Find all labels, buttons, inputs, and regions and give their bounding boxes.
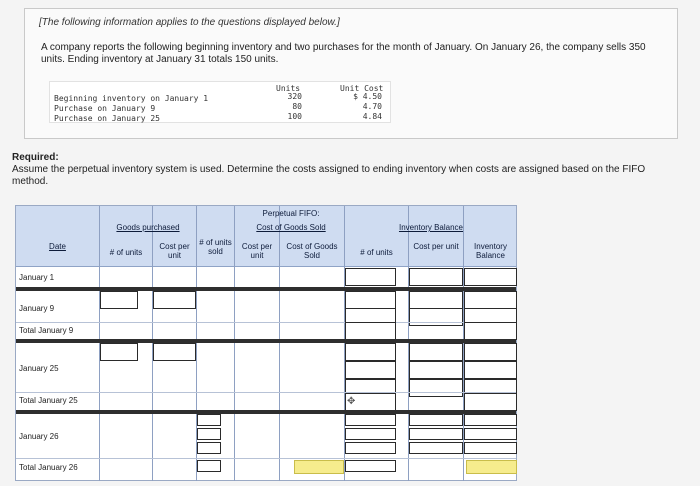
jan9-units-balance-input-1[interactable] [345,291,396,309]
date-column-header: Date [49,242,66,251]
inventory-balance-group-header: Inventory Balance [398,223,464,232]
cost-per-unit-purchased-header: Cost per unit [159,242,190,260]
jan26-units-sold-input-1[interactable] [197,414,221,426]
jan9-cost-purchased-input[interactable] [153,291,196,309]
row-label-jan9: January 9 [19,304,55,313]
jan1-units-balance-input[interactable] [345,268,396,286]
move-cursor-icon: ✥ [347,396,356,407]
jan25-cost-balance-input-3[interactable] [409,379,463,397]
jan1-cost-balance-input[interactable] [409,268,463,286]
row-label-jan26: January 26 [19,432,59,441]
inventory-data-table [49,81,391,123]
units-sold-header: # of units sold [199,238,232,256]
purchase-jan25-label: Purchase on January 25 [54,114,160,123]
total-jan26-units-sold-input[interactable] [197,460,221,472]
worksheet-title: Perpetual FIFO: [262,209,320,218]
jan26-cost-balance-input-1[interactable] [409,414,463,426]
purchase-jan25-cost: 4.84 [362,112,382,121]
cost-per-unit-sold-header: Cost per unit [241,242,273,260]
total-jan9-units-input[interactable] [345,322,396,340]
jan26-units-balance-input-1[interactable] [345,414,396,426]
purchase-jan9-label: Purchase on January 9 [54,104,156,113]
purchase-jan25-units: 100 [287,112,302,121]
jan1-inventory-balance-input[interactable] [464,268,517,286]
beginning-inventory-units: 320 [287,92,302,101]
row-label-total-jan26: Total January 26 [19,463,78,472]
beginning-inventory-label: Beginning inventory on January 1 [54,94,209,103]
jan26-inventory-balance-input-3[interactable] [464,442,517,454]
total-jan26-cogs-input[interactable] [294,460,344,474]
jan9-units-purchased-input[interactable] [100,291,138,309]
jan9-cost-balance-input-1[interactable] [409,291,463,309]
goods-purchased-header: Goods purchased [116,223,180,232]
jan9-cost-balance-input-2[interactable] [409,308,463,326]
cost-per-unit-balance-header: Cost per unit [413,242,459,251]
jan26-units-sold-input-3[interactable] [197,442,221,454]
units-header: Units [276,84,301,93]
jan26-cost-balance-input-2[interactable] [409,428,463,440]
beginning-inventory-cost: $ 4.50 [353,92,382,101]
row-label-total-jan9: Total January 9 [19,326,74,335]
total-jan9-inventory-input[interactable] [464,322,517,340]
info-note: [The following information applies to the questions displayed below.] [39,17,340,28]
jan26-inventory-balance-input-1[interactable] [464,414,517,426]
total-jan26-inventory-balance-input[interactable] [466,460,517,474]
required-text: Assume the perpetual inventory system is used. Determine the costs assigned to ending inventory when costs are assigned based on the FIFO method. [12,164,646,187]
jan25-units-balance-input-1[interactable] [345,343,396,361]
inventory-balance-header: Inventory Balance [474,242,507,260]
fifo-worksheet [15,205,517,481]
unit-cost-header: Unit Cost [340,84,384,93]
total-jan26-units-balance-input[interactable] [345,460,396,472]
total-jan25-inventory-input[interactable] [464,393,517,411]
purchase-jan9-units: 80 [292,102,302,111]
jan26-units-sold-input-2[interactable] [197,428,221,440]
jan25-cost-balance-input-1[interactable] [409,343,463,361]
jan26-units-balance-input-2[interactable] [345,428,396,440]
row-label-jan25: January 25 [19,364,59,373]
jan9-inventory-balance-input-1[interactable] [464,291,517,309]
purchase-jan9-cost: 4.70 [362,102,382,111]
row-label-total-jan25: Total January 25 [19,396,78,405]
info-panel [24,8,678,139]
cogs-header: Cost of Goods Sold [286,242,338,260]
units-purchased-header: # of units [109,248,143,257]
required-section [12,152,672,188]
jan25-cost-balance-input-2[interactable] [409,361,463,379]
cogs-group-header: Cost of Goods Sold [256,223,326,232]
jan26-inventory-balance-input-2[interactable] [464,428,517,440]
jan25-inventory-balance-input-2[interactable] [464,361,517,379]
jan25-cost-purchased-input[interactable] [153,343,196,361]
jan26-units-balance-input-3[interactable] [345,442,396,454]
problem-description: A company reports the following beginning inventory and two purchases for the month of January. On January 26, the company sells 350 units. Ending inventory at January 31 totals 150 units. [41,42,646,65]
jan25-units-purchased-input[interactable] [100,343,138,361]
required-title: Required: [12,152,59,163]
jan25-units-balance-input-2[interactable] [345,361,396,379]
jan26-cost-balance-input-3[interactable] [409,442,463,454]
units-balance-header: # of units [360,248,393,257]
row-label-jan1: January 1 [19,273,55,282]
jan25-inventory-balance-input-1[interactable] [464,343,517,361]
